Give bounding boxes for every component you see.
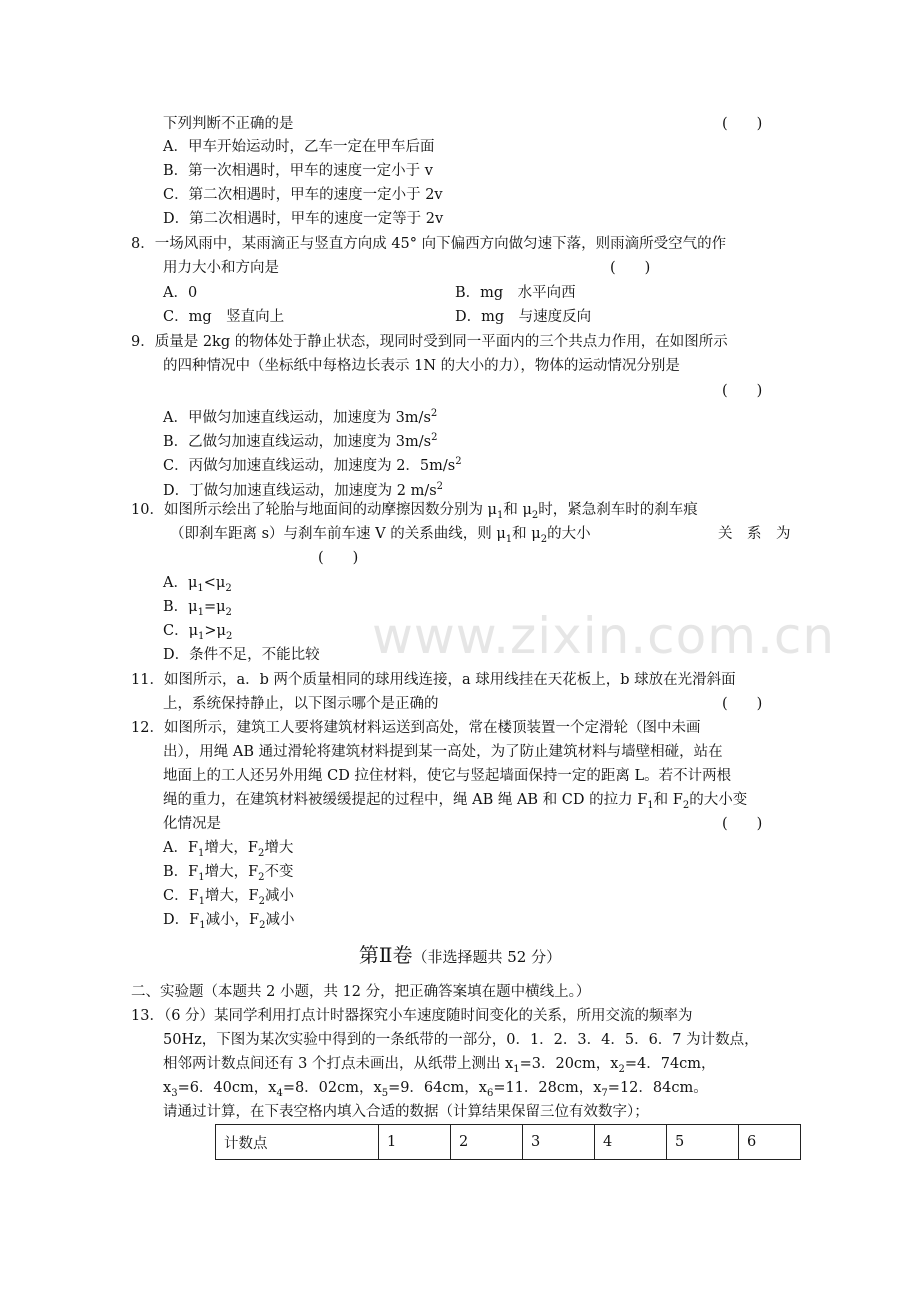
q12-line1: 12．如图所示，建筑工人要将建筑材料运送到高处，常在楼顶装置一个定滑轮（图中未画 bbox=[131, 720, 701, 736]
q13-line5: 请通过计算，在下表空格内填入合适的数据（计算结果保留三位有效数字）； bbox=[163, 1104, 649, 1120]
q13-line1: 13．（6 分）某同学利用打点计时器探究小车速度随时间变化的关系，所用交流的频率为 bbox=[131, 1008, 693, 1024]
q12-option-c: C．$F_1$增大，$F_2$减小 bbox=[163, 888, 294, 907]
q12-line4: 绳的重力，在建筑材料被缓缓提起的过程中，绳 AB 绳 AB 和 CD 的拉力 $F_1$和 $F_2$的大小变 bbox=[163, 792, 748, 811]
table-header-cell: 3 bbox=[523, 1125, 595, 1160]
table-header-cell: 2 bbox=[451, 1125, 523, 1160]
part2-heading: 二、实验题（本题共 2 小题，共 12 分，把正确答案填在题中横线上。） bbox=[131, 984, 591, 1000]
q12-option-d: D．$F_1$减小，$F_2$减小 bbox=[163, 912, 295, 931]
q12-line5: 化情况是 bbox=[163, 816, 221, 832]
section-title-sub: （非选择题共 52 分） bbox=[412, 948, 562, 966]
table-header-cell: 6 bbox=[739, 1125, 801, 1160]
q7-option-d: D．第二次相遇时，甲车的速度一定等于 2v bbox=[163, 211, 444, 227]
q10-line2-tail: 关 系 为 bbox=[718, 526, 791, 542]
section-title bbox=[0, 940, 920, 972]
q10-option-d: D．条件不足，不能比较 bbox=[163, 647, 320, 663]
q9-line2: 的四种情况中（坐标纸中每格边长表示 1N 的大小的力），物体的运动情况分别是 bbox=[163, 358, 680, 374]
q8-option-b: B．mg 水平向西 bbox=[455, 285, 576, 301]
q13-line2: 50Hz，下图为某次实验中得到的一条纸带的一部分，0．1．2．3．4．5．6．7 为计数点， bbox=[163, 1032, 759, 1048]
section-title-main: 第Ⅱ卷 bbox=[358, 943, 413, 967]
q11-answer-paren: ( ) bbox=[722, 696, 763, 712]
q9-option-b: B．乙做匀加速直线运动，加速度为 $3m/s^2$ bbox=[163, 432, 438, 450]
q8-option-d: D．mg 与速度反向 bbox=[455, 309, 592, 325]
q10-option-b: B．$\mu_1=\mu_2$ bbox=[163, 599, 232, 618]
q9-option-a: A．甲做匀加速直线运动，加速度为 $3m/s^2$ bbox=[163, 408, 438, 426]
table-row bbox=[216, 1125, 801, 1160]
q10-line2: （即刹车距离 s）与刹车前车速 V 的关系曲线，则 $\mu_1$和 $\mu_2$的大小 bbox=[170, 526, 591, 545]
q8-option-a: A．0 bbox=[163, 285, 198, 301]
q9-answer-paren: ( ) bbox=[722, 383, 763, 399]
table-header-cell: 计数点 bbox=[216, 1125, 379, 1160]
q11-line1: 11．如图所示，a．b 两个质量相同的球用线连接，a 球用线挂在天花板上，b 球放在光滑斜面 bbox=[131, 672, 736, 688]
table-header-cell: 1 bbox=[379, 1125, 451, 1160]
q8-line1: 8．一场风雨中，某雨滴正与竖直方向成 45° 向下偏西方向做匀速下落，则雨滴所受空气的作 bbox=[131, 236, 727, 252]
q10-line1: 10．如图所示绘出了轮胎与地面间的动摩擦因数分别为 $\mu_1$和 $\mu_2$时，紧急刹车时的刹车痕 bbox=[131, 502, 698, 521]
watermark: www.zixin.com.cn bbox=[372, 607, 836, 665]
q10-answer-paren: ( ) bbox=[318, 550, 359, 566]
q9-option-d: D．丁做匀加速直线运动，加速度为 2 $m/s^2$ bbox=[163, 481, 444, 499]
data-table bbox=[215, 1124, 801, 1160]
q8-line2: 用力大小和方向是 bbox=[163, 260, 279, 276]
q12-option-b: B．$F_1$增大，$F_2$不变 bbox=[163, 864, 294, 883]
q13-line4: $x_3=6$．40cm，$x_4=8$．02cm，$x_5=9$．64cm，$x_6=11$．28cm，$x_7=12$．84cm。 bbox=[163, 1080, 708, 1099]
q10-option-c: C．$\mu_1>\mu_2$ bbox=[163, 623, 233, 642]
q9-option-c: C．丙做匀加速直线运动，加速度为 2．$5m/s^2$ bbox=[163, 456, 462, 474]
q7-stem: 下列判断不正确的是 bbox=[163, 116, 294, 132]
table-header-cell: 5 bbox=[667, 1125, 739, 1160]
q8-option-c: C．mg 竖直向上 bbox=[163, 309, 285, 325]
q11-line2: 上，系统保持静止，以下图示哪个是正确的 bbox=[163, 696, 439, 712]
q7-answer-paren: ( ) bbox=[722, 116, 763, 132]
table-header-cell: 4 bbox=[595, 1125, 667, 1160]
q12-line2: 出），用绳 AB 通过滑轮将建筑材料提到某一高处，为了防止建筑材料与墙壁相碰，站在 bbox=[163, 744, 723, 760]
q9-line1: 9．质量是 2kg 的物体处于静止状态，现同时受到同一平面内的三个共点力作用，在如图所示 bbox=[131, 334, 728, 350]
q12-line3: 地面上的工人还另外用绳 CD 拉住材料，使它与竖起墙面保持一定的距离 L。若不计两根 bbox=[163, 768, 732, 784]
q13-line3: 相邻两计数点间还有 3 个打点未画出，从纸带上测出 $x_1=3$．20cm，$x_2=4$．74cm， bbox=[163, 1056, 716, 1075]
q7-option-a: A．甲车开始运动时，乙车一定在甲车后面 bbox=[163, 139, 435, 155]
q7-option-c: C．第二次相遇时，甲车的速度一定小于 2v bbox=[163, 187, 443, 203]
q12-option-a: A．$F_1$增大，$F_2$增大 bbox=[163, 840, 294, 859]
q8-answer-paren: ( ) bbox=[610, 260, 651, 276]
q7-option-b: B．第一次相遇时，甲车的速度一定小于 v bbox=[163, 163, 433, 179]
q10-option-a: A．$\mu_1<\mu_2$ bbox=[163, 575, 232, 594]
q12-answer-paren: ( ) bbox=[722, 816, 763, 832]
